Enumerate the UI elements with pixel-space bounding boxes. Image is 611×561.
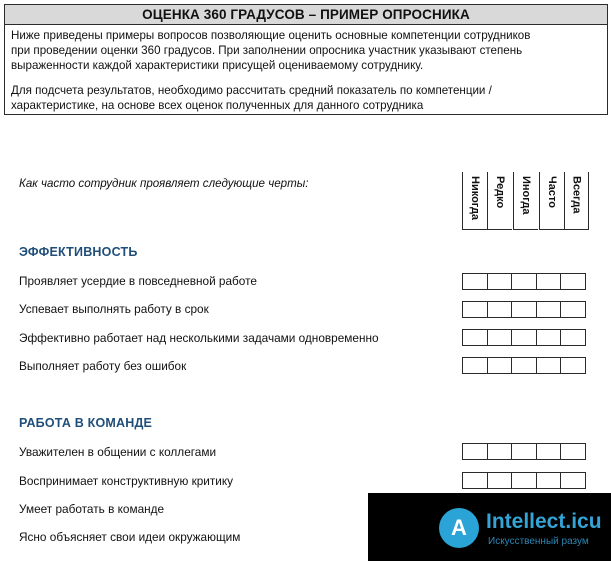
- item-label: Успевает выполнять работу в срок: [19, 302, 209, 316]
- rating-row: [462, 472, 586, 489]
- rating-cell-sometimes[interactable]: [511, 273, 537, 290]
- rating-row: [462, 329, 586, 346]
- rating-cell-always[interactable]: [560, 443, 586, 460]
- column-label: Часто: [546, 176, 558, 208]
- intro-paragraph-2: [5, 83, 607, 113]
- intro-line: выраженности каждой характеристики присущей оцениваемому сотруднику.: [11, 59, 424, 73]
- watermark-tagline: Искусственный разум: [488, 536, 589, 547]
- rating-cell-always[interactable]: [560, 472, 586, 489]
- rating-cell-sometimes[interactable]: [511, 329, 537, 346]
- rating-cell-never[interactable]: [462, 273, 488, 290]
- rating-cell-never[interactable]: [462, 301, 488, 318]
- column-header-never: [462, 172, 487, 230]
- section-title-teamwork: РАБОТА В КОМАНДЕ: [19, 416, 153, 430]
- intro-line: характеристике, на основе всех оценок полученных для данного сотрудника: [11, 98, 424, 112]
- item-label: Уважителен в общении с коллегами: [19, 445, 217, 459]
- section-title-efficiency: ЭФФЕКТИВНОСТЬ: [19, 245, 138, 259]
- rating-cell-always[interactable]: [560, 301, 586, 318]
- item-label: Выполняет работу без ошибок: [19, 359, 187, 373]
- column-label: Иногда: [520, 176, 532, 215]
- rating-cell-rarely[interactable]: [487, 329, 513, 346]
- item-label: Проявляет усердие в повседневной работе: [19, 274, 257, 288]
- column-header-rarely: [487, 172, 512, 230]
- rating-cell-never[interactable]: [462, 357, 488, 374]
- rating-row: [462, 301, 586, 318]
- intro-paragraph-1: [5, 28, 607, 74]
- rating-cell-sometimes[interactable]: [511, 301, 537, 318]
- watermark-site-name: Intellect.icu: [486, 510, 602, 533]
- column-header-sometimes: [513, 172, 538, 230]
- intro-line: при проведении оценки 360 градусов. При заполнении опросника участник указывают степень: [11, 44, 523, 58]
- rating-cell-never[interactable]: [462, 443, 488, 460]
- intro-line: Для подсчета результатов, необходимо рассчитать средний показатель по компетенции /: [11, 83, 492, 97]
- item-label: Ясно объясняет свои идеи окружающим: [19, 530, 241, 544]
- column-label: Всегда: [570, 176, 583, 214]
- intro-box: [4, 4, 608, 115]
- rating-cell-sometimes[interactable]: [511, 357, 537, 374]
- brain-logo-icon: [439, 508, 479, 548]
- rating-cell-often[interactable]: [536, 472, 562, 489]
- watermark-overlay: [368, 493, 611, 561]
- column-header-often: [539, 172, 564, 230]
- rating-cell-sometimes[interactable]: [511, 443, 537, 460]
- intro-line: Ниже приведены примеры вопросов позволяющие оценить основные компетенции сотрудников: [11, 29, 531, 42]
- column-label: Редко: [494, 176, 506, 209]
- item-label: Воспринимает конструктивную критику: [19, 474, 234, 488]
- rating-cell-often[interactable]: [536, 301, 562, 318]
- rating-cell-rarely[interactable]: [487, 357, 513, 374]
- column-header-always: [564, 172, 589, 230]
- logo-letter: A: [451, 515, 467, 540]
- rating-row: [462, 273, 586, 290]
- rating-cell-rarely[interactable]: [487, 301, 513, 318]
- rating-cell-often[interactable]: [536, 443, 562, 460]
- rating-cell-always[interactable]: [560, 273, 586, 290]
- rating-cell-often[interactable]: [536, 357, 562, 374]
- rating-cell-rarely[interactable]: [487, 443, 513, 460]
- rating-cell-rarely[interactable]: [487, 472, 513, 489]
- rating-row: [462, 357, 586, 374]
- item-label: Умеет работать в команде: [19, 502, 165, 516]
- page-title: ОЦЕНКА 360 ГРАДУСОВ – ПРИМЕР ОПРОСНИКА: [5, 5, 607, 25]
- rating-cell-sometimes[interactable]: [511, 472, 537, 489]
- rating-cell-often[interactable]: [536, 329, 562, 346]
- rating-cell-often[interactable]: [536, 273, 562, 290]
- rating-cell-always[interactable]: [560, 357, 586, 374]
- rating-cell-never[interactable]: [462, 472, 488, 489]
- question-prompt: Как часто сотрудник проявляет следующие черты:: [19, 177, 309, 190]
- rating-cell-never[interactable]: [462, 329, 488, 346]
- rating-cell-rarely[interactable]: [487, 273, 513, 290]
- rating-cell-always[interactable]: [560, 329, 586, 346]
- rating-row: [462, 443, 586, 460]
- item-label: Эффективно работает над несколькими задачами одновременно: [19, 331, 379, 345]
- column-label: Никогда: [469, 176, 481, 221]
